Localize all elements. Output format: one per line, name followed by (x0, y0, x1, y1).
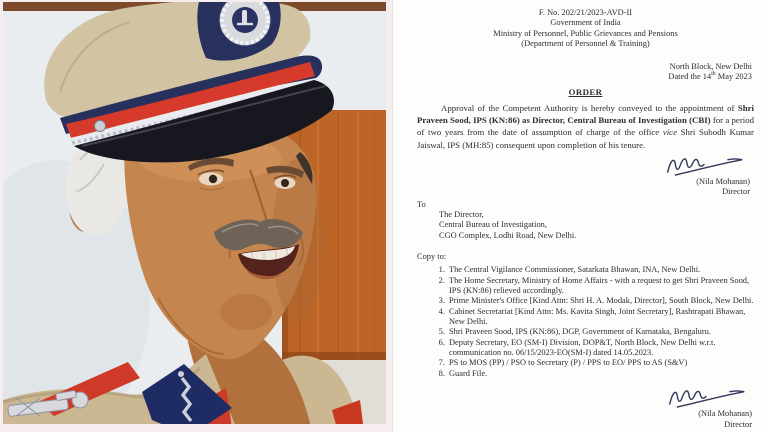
copy-item-1: 1. The Central Vigilance Commissioner, Satarkata Bhawan, INA, New Delhi. (447, 265, 754, 275)
chin-shade (220, 294, 272, 330)
signatory-name: (Nila Mohanan) (696, 176, 750, 186)
copy-item-3: 3. Prime Minister's Office [Kind Attn: Shri H. A. Modak, Director], South Block, New Delhi. (447, 296, 754, 306)
appointee-bold-text: Shri Praveen Sood, IPS (KN:86) as Director, Central Bureau of Investigation (CBI) (417, 103, 754, 126)
file-number: F. No. 202/21/2023-AVD-II (538, 8, 633, 17)
to-address-line-3: CGO Complex, Lodhi Road, New Delhi. (439, 230, 577, 240)
copy-to-list (417, 265, 754, 379)
order-paragraph: Approval of the Competent Authority is hereby conveyed to the appointment of Shri Praveen Sood, IPS (KN:86) as Director, Central Bureau of Investigation (CBI) for a period of two years from the date of assumption of charge of the office vice Shri Subodh Kumar Jaiswal, IPS (MH:85) consequent upon completion of his tenure. (417, 103, 754, 150)
copy-item-2: 2. The Home Secretary, Ministry of Home Affairs - with a request to get Shri Praveen Sood, IPS (KN:86) relieved accordingly. (447, 276, 754, 297)
signature-scribble-icon (664, 384, 750, 409)
order-heading-row (417, 87, 754, 97)
copy-to-label: Copy to: (417, 251, 447, 261)
signatory-name: (Nila Mohanan) (698, 409, 752, 419)
signatory-title: Director (722, 187, 750, 197)
department-line: (Department of Personnel & Training) (521, 38, 650, 48)
place-line: North Block, New Delhi (669, 62, 752, 72)
cap-badge-icon (220, 0, 270, 45)
copy-item-7: 7. PS to MOS (PP) / PSO to Secretary (P) / PPS to EO/ PPS to AS (S&V) (447, 358, 754, 368)
to-address-line-1: The Director, (439, 210, 484, 219)
copy-item-8: 8. Guard File. (447, 369, 754, 379)
signature-block-top (417, 152, 754, 198)
ministry-line: Ministry of Personnel, Public Grievances and Pensions (493, 28, 678, 38)
date-line: Dated the 14th May 2023 (668, 71, 752, 82)
to-label: To (417, 199, 426, 209)
signatory-title: Director (724, 419, 752, 429)
address-block (417, 200, 754, 241)
signature-scribble-icon (662, 152, 748, 177)
copy-item-6: 6. Deputy Secretary, EO (SM-I) Division, DOP&T, North Block, New Delhi w.r.t. communication no. 06/15/2023-EO(SM-I) dated 14.05.2023. (447, 338, 754, 359)
copy-item-5: 5. Shri Praveen Sood, IPS (KN:86), DGP, Government of Karnataka, Bengaluru. (447, 327, 754, 337)
signature-block-bottom (664, 384, 752, 430)
appointment-order-document (392, 0, 768, 432)
order-heading: ORDER (568, 86, 603, 97)
place-date-block (417, 62, 754, 83)
letterhead (417, 8, 754, 49)
org-line: Government of India (550, 18, 621, 28)
cap-button-icon (95, 121, 106, 132)
to-address-line-2: Central Bureau of Investigation, (439, 220, 547, 230)
copy-item-4: 4. Cabinet Secretariat [Kind Attn: Ms. Kavita Singh, Joint Secretary], Rashtrapati Bhawan, New Delhi. (447, 307, 754, 328)
